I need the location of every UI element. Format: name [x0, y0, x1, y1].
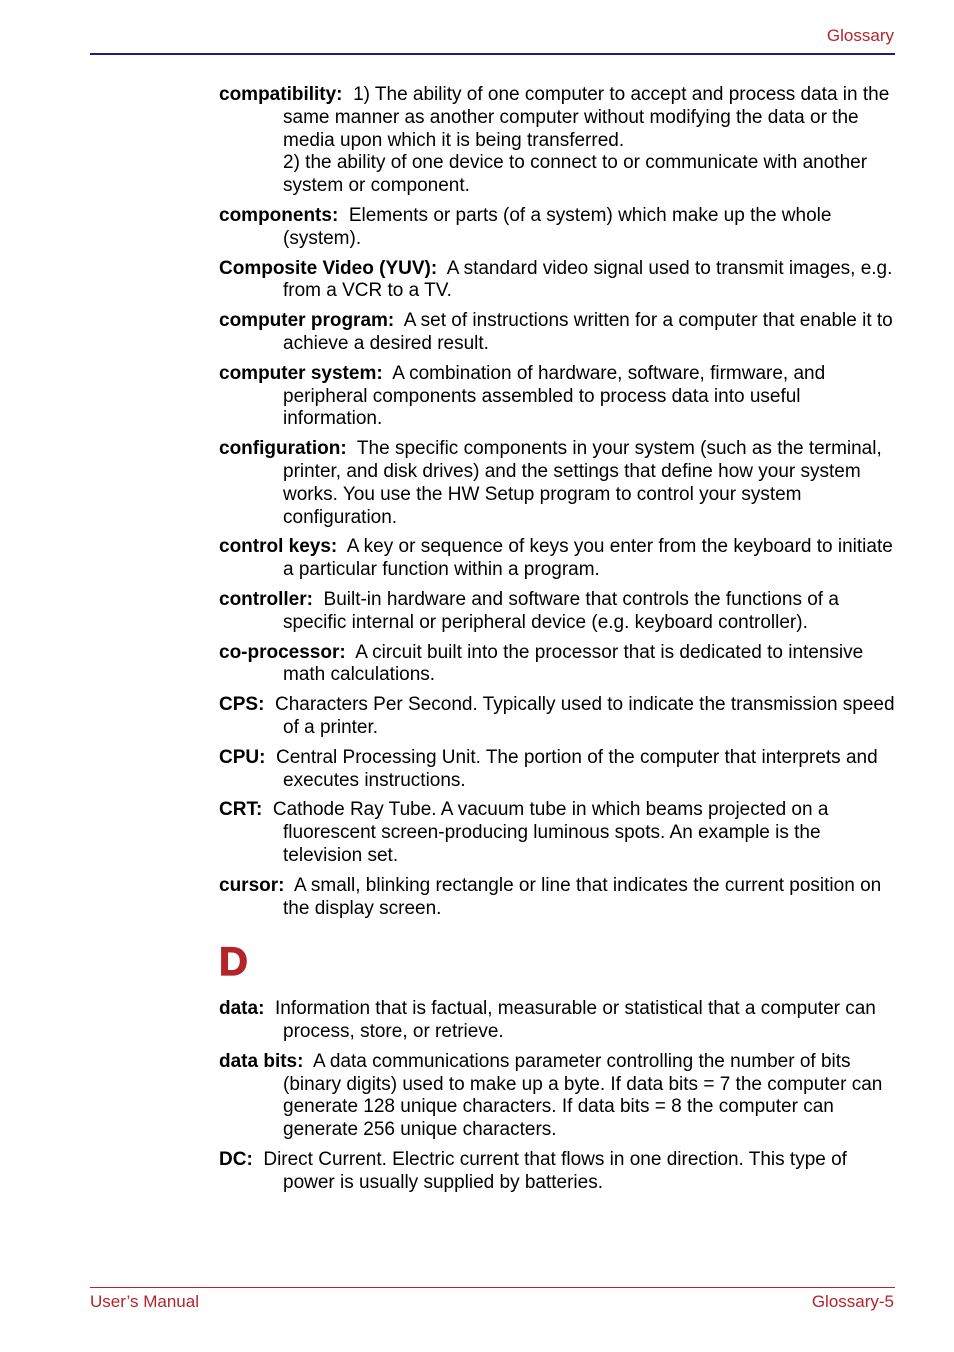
section-letter-heading: D [219, 940, 248, 985]
glossary-entry [219, 642, 895, 688]
entry-definition: The specific components in your system (such as the terminal, printer, and disk drives) and the settings that define how your system works. You use the HW Setup program to control your system configuration. [283, 438, 882, 528]
glossary-entry [219, 258, 895, 304]
entry-term: co-processor: [219, 641, 346, 663]
entry-term: computer system: [219, 362, 383, 384]
footer-page-number: Glossary-5 [811, 1292, 894, 1311]
glossary-entry [219, 875, 895, 921]
entry-definition: Direct Current. Electric current that flows in one direction. This type of power is usually supplied by batteries. [263, 1149, 847, 1193]
entry-definition: Built-in hardware and software that controls the functions of a specific internal or peripheral device (e.g. keyboard controller). [283, 588, 839, 633]
entry-definition: A data communications parameter controlling the number of bits (binary digits) used to make up a byte. If data bits = 7 the computer can generate 128 unique characters. If data bits = 8 the computer can generate 256 unique characters. [283, 1050, 883, 1141]
header-rule [90, 53, 895, 55]
entry-definition: A circuit built into the processor that is dedicated to intensive math calculations. [283, 641, 864, 686]
glossary-entry [219, 694, 895, 740]
entry-term: cursor: [219, 874, 285, 896]
glossary-entry [219, 799, 895, 867]
glossary-entry [219, 1149, 895, 1195]
glossary-entry [219, 536, 895, 582]
entry-definition: A combination of hardware, software, firmware, and peripheral components assembled to process data into useful information. [283, 362, 826, 430]
entry-term: CRT: [219, 799, 263, 821]
entry-definition: A small, blinking rectangle or line that indicates the current position on the display screen. [283, 874, 882, 919]
entry-term: data bits: [219, 1050, 304, 1072]
entry-term: configuration: [219, 438, 347, 460]
glossary-entry [219, 438, 895, 529]
entry-term: compatibility: [219, 84, 343, 105]
entry-term: CPU: [219, 746, 266, 768]
entry-definition: Characters Per Second. Typically used to indicate the transmission speed of a printer. [274, 694, 895, 738]
page-header-title: Glossary [826, 26, 894, 45]
entry-definition: A set of instructions written for a computer that enable it to achieve a desired result. [283, 310, 893, 354]
entry-term: data: [219, 998, 265, 1020]
entry-term: control keys: [219, 536, 338, 558]
entry-term: controller: [219, 588, 313, 610]
glossary-entry [219, 589, 895, 635]
glossary-entries [219, 84, 895, 1202]
footer-rule [90, 1287, 895, 1288]
glossary-entry [219, 205, 895, 251]
glossary-entry [219, 363, 895, 431]
entry-term: Composite Video (YUV): [219, 257, 438, 279]
entry-definition: 1) The ability of one computer to accept and process data in the same manner as another computer without modifying the data or the media upon which it is being transferred. [283, 84, 890, 151]
glossary-entry [219, 998, 895, 1044]
glossary-entry [219, 84, 895, 198]
footer-manual-label: User’s Manual [90, 1292, 199, 1311]
entry-definition: Elements or parts (of a system) which make up the whole (system). [283, 204, 832, 249]
entry-definition: Information that is factual, measurable or statistical that a computer can process, store, or retrieve. [274, 998, 876, 1043]
entry-subdefinition: 2) the ability of one device to connect to or communicate with another system or component. [283, 152, 868, 197]
entry-term: computer program: [219, 310, 395, 332]
glossary-entry [219, 1051, 895, 1142]
entry-term: CPS: [219, 694, 265, 716]
entry-definition: A standard video signal used to transmit images, e.g. from a VCR to a TV. [283, 257, 893, 302]
glossary-entry [219, 747, 895, 793]
entry-definition: Central Processing Unit. The portion of the computer that interprets and executes instructions. [276, 746, 878, 791]
entry-definition: A key or sequence of keys you enter from the keyboard to initiate a particular function within a program. [283, 536, 893, 581]
entry-term: components: [219, 204, 339, 226]
entry-term: DC: [219, 1149, 253, 1171]
glossary-entry [219, 310, 895, 356]
entry-definition: Cathode Ray Tube. A vacuum tube in which beams projected on a fluorescent screen-producing luminous spots. An example is the television set. [272, 799, 829, 866]
